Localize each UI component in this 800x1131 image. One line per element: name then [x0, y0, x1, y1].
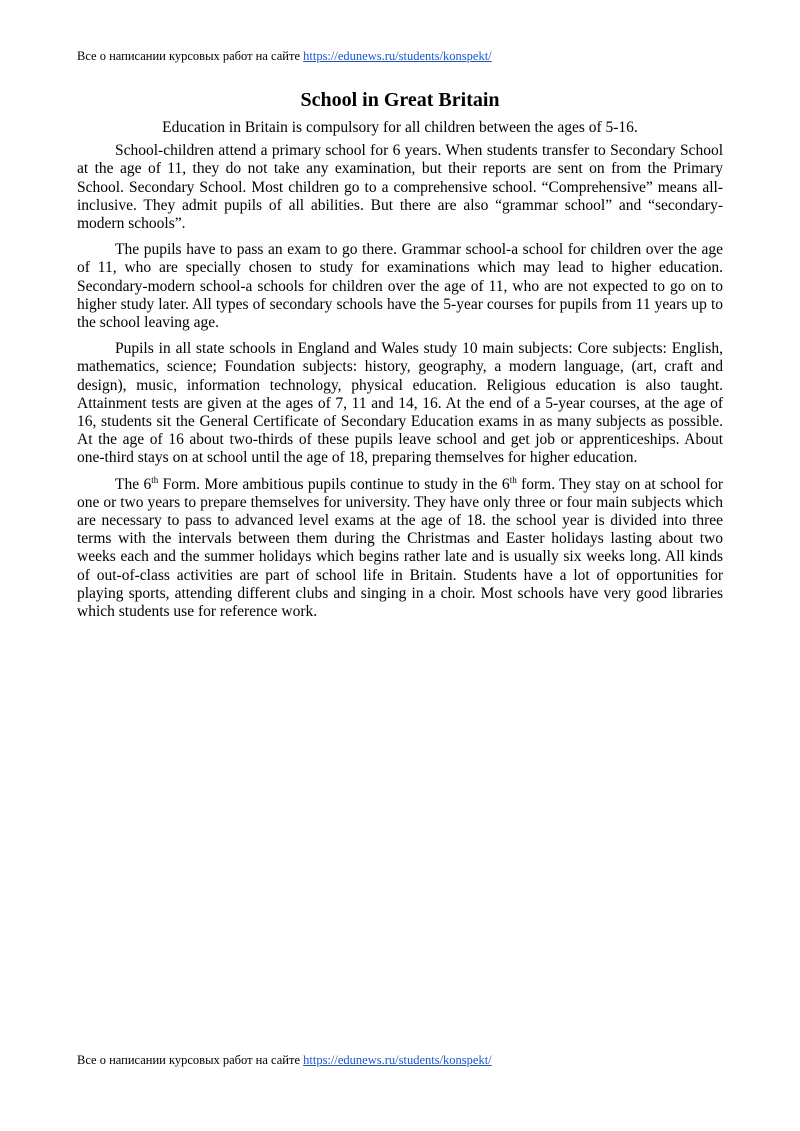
page-footer: [77, 1052, 492, 1068]
intro-line: Education in Britain is compulsory for all children between the ages of 5-16.: [162, 119, 638, 136]
paragraph-2: The pupils have to pass an exam to go there. Grammar school-a school for children over the age of 11, who are specially chosen to study for examinations which may lead to higher education. Secondary-modern school-a schools for children over the age of 11, who are not expected to go on to higher study later. All types of secondary schools have the 5-year courses for pupils from 11 years up to the school leaving age.: [77, 241, 723, 332]
document-title: School in Great Britain: [300, 89, 500, 111]
header-text: Все о написании курсовых работ на сайте: [77, 49, 300, 63]
paragraph-4-part-1: The 6: [115, 475, 152, 493]
header-link[interactable]: https://edunews.ru/students/konspekt/: [303, 49, 492, 63]
document-body: [77, 86, 723, 629]
page-header: [77, 48, 492, 64]
paragraph-1: School-children attend a primary school for 6 years. When students transfer to Secondary School at the age of 11, they do not take any examination, but their reports are sent on from the Primary School. Secondary School. Most children go to a comprehensive school. “Comprehensive” means all-inclusive. They admit pupils of all abilities. But there are also “grammar school” and “secondary-modern schools”.: [77, 142, 723, 233]
ordinal-suffix-2: th: [509, 474, 517, 485]
footer-text: Все о написании курсовых работ на сайте: [77, 1053, 300, 1067]
paragraph-4-part-3: form. They stay on at school for one or two years to prepare themselves for university. They have only three or four main subjects which are necessary to pass to advanced level exams at the age of 18. the school year is divided into three terms with the intervals between them during the Christmas and Easter holidays lasting about two weeks each and the summer holidays which begins rather late and is usually six weeks long. All kinds of out-of-class activities are part of school life in Britain. Students have a lot of opportunities for playing sports, attending different clubs and singing in a choir. Most schools have very good libraries which students use for reference work.: [77, 475, 723, 621]
paragraph-3: Pupils in all state schools in England and Wales study 10 main subjects: Core subjects: English, mathematics, science; Foundation subjects: history, geography, a modern language, (art, craft and design), music, information technology, physical education. Religious education is also taught. Attainment tests are given at the ages of 7, 11 and 14, 16. At the end of a 5-year courses, at the age of 16, students sit the General Certificate of Secondary Education exams in as many subjects as possible. At the age of 16 about two-thirds of these pupils leave school and get job or apprenticeships. About one-third stays on at school until the age of 18, preparing themselves for higher education.: [77, 340, 723, 467]
ordinal-suffix-1: th: [151, 474, 159, 485]
paragraph-4: [77, 476, 723, 622]
paragraph-4-part-2: Form. More ambitious pupils continue to study in the 6: [158, 475, 510, 493]
footer-link[interactable]: https://edunews.ru/students/konspekt/: [303, 1053, 492, 1067]
